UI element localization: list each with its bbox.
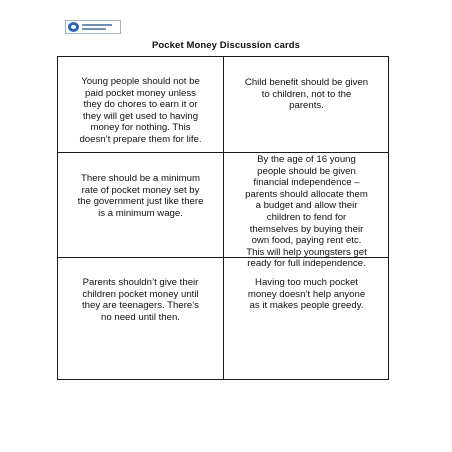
discussion-card — [224, 57, 389, 153]
discussion-card — [58, 57, 224, 153]
card-line: children pocket money until — [82, 288, 199, 300]
card-line: people should be given — [257, 165, 356, 177]
discussion-card — [58, 153, 224, 258]
card-line: a budget and allow their — [255, 200, 358, 212]
discussion-card — [58, 258, 224, 379]
card-line: parents should allocate them — [245, 188, 368, 200]
card-line: Young people should not be — [81, 76, 200, 87]
card-line: they will get used to having — [82, 110, 199, 122]
card-line: to children, not to the — [261, 88, 352, 100]
card-line: the government just like there — [77, 196, 204, 208]
card-line: Child benefit should be given — [244, 77, 369, 88]
card-line: they do chores to earn it or — [83, 99, 198, 111]
card-line: Parents shouldn’t give their — [82, 277, 199, 288]
card-line: as it makes people greedy. — [249, 300, 364, 312]
card-line: doesn’t prepare them for life. — [79, 133, 202, 145]
discussion-card — [224, 258, 389, 379]
logo-wordmark — [82, 24, 112, 30]
card-line: parents. — [289, 100, 324, 112]
card-line: ready for full independence. — [247, 258, 366, 270]
card-line: themselves by buying their — [249, 223, 364, 235]
organisation-logo — [65, 20, 121, 34]
card-line: they are teenagers. There’s — [82, 300, 199, 312]
card-line: Having too much pocket — [255, 277, 358, 288]
card-line: money doesn’t help anyone — [247, 288, 366, 300]
logo-icon — [68, 22, 79, 32]
card-line: money for nothing. This — [90, 122, 191, 134]
card-line: rate of pocket money set by — [81, 184, 200, 196]
card-line: financial independence – — [253, 177, 360, 189]
discussion-card — [224, 153, 389, 270]
discussion-cards-grid — [57, 56, 389, 380]
card-line: is a minimum wage. — [98, 207, 183, 219]
card-line: paid pocket money unless — [85, 87, 196, 99]
card-line: own food, paying rent etc. — [251, 235, 362, 247]
card-line: There should be a minimum — [81, 173, 200, 184]
page-title: Pocket Money Discussion cards — [151, 40, 301, 51]
card-line: no need until then. — [101, 311, 180, 323]
card-line: This will help youngsters get — [246, 246, 367, 258]
card-line: children to fend for — [266, 211, 347, 223]
card-line: By the age of 16 young — [257, 154, 356, 165]
